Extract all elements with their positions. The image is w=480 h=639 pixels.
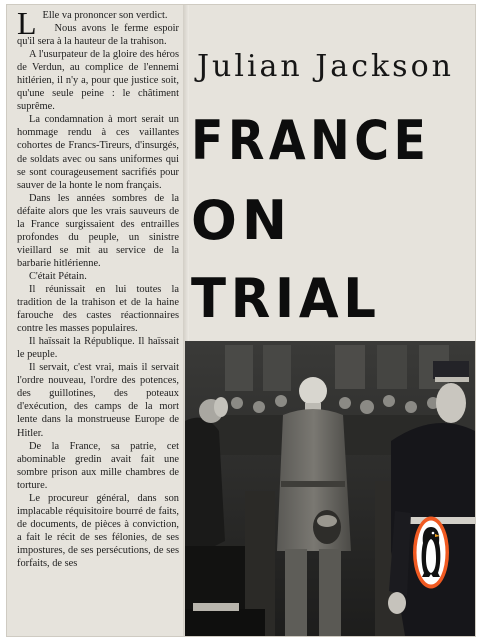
newspaper-dropcap: L bbox=[17, 5, 37, 41]
title-line-on: ON bbox=[191, 189, 293, 252]
newspaper-paragraph-8: Il servait, c'est vrai, mais il servait l'ordre nouveau, l'ordre des potences, des guillotines, des poteaux d'exécution, des camps de la mort lente dans la monstrueuse Europe de Hitler. bbox=[17, 362, 179, 439]
newspaper-paragraph-3: La condamnation à mort serait un hommage rendu à ces vaillantes cohortes de Francs-Tireurs, d'insurgés, de soldats avec ou sans uniformes qui se sont courageusement sacrifiés pour sauver de la honte le nom français. bbox=[17, 114, 179, 191]
newspaper-paragraph-7: Il haïssait la République. Il haïssait le peuple. bbox=[17, 336, 179, 361]
newspaper-paragraph-9: De la France, sa patrie, cet abominable gredin avait fait une sombre prison aux mille chambres de torture. bbox=[17, 440, 179, 491]
newspaper-paragraph-6: Il réunissait en lui toutes la tradition de la trahison et de la haine farouche des castes réactionnaires contre les masses populaires. bbox=[17, 283, 179, 335]
newspaper-column bbox=[7, 5, 183, 636]
newspaper-paragraph-0-text: Elle va prononcer son verdict. bbox=[42, 10, 168, 21]
newspaper-paragraph-2: A l'usurpateur de la gloire des héros de Verdun, au complice de l'ennemi hitlérien, il n'y a, pour que justice soit, qu'une seule peine : le châtiment suprême. bbox=[17, 49, 179, 113]
courtroom-photo bbox=[185, 341, 475, 636]
title-line-trial: TRIAL bbox=[191, 267, 381, 330]
penguin-logo-icon bbox=[412, 515, 450, 590]
newspaper-paragraph-5: C'était Pétain. bbox=[29, 270, 87, 282]
title-line-france: FRANCE bbox=[191, 109, 431, 172]
book-cover bbox=[6, 4, 476, 637]
newspaper-paragraph-4: Dans les années sombres de la défaite alors que les vrais sauveurs de la France surgissaient des entrailles profondes du peuple, un sinistre vieillard se mit au service de la barbarie hitlérienne. bbox=[17, 192, 179, 269]
author-name: Julian Jackson bbox=[197, 49, 454, 84]
newspaper-paragraph-10: Le procureur général, dans son implacable réquisitoire bourré de faits, de documents, de pièces à conviction, a fait le récit de ses félonies, de ses impostures, de ses persécutions, de ses forfaits, de ses bbox=[17, 492, 179, 569]
newspaper-paragraph-1: Nous avons le ferme espoir qu'il sera à la hauteur de la trahison. bbox=[17, 23, 179, 48]
